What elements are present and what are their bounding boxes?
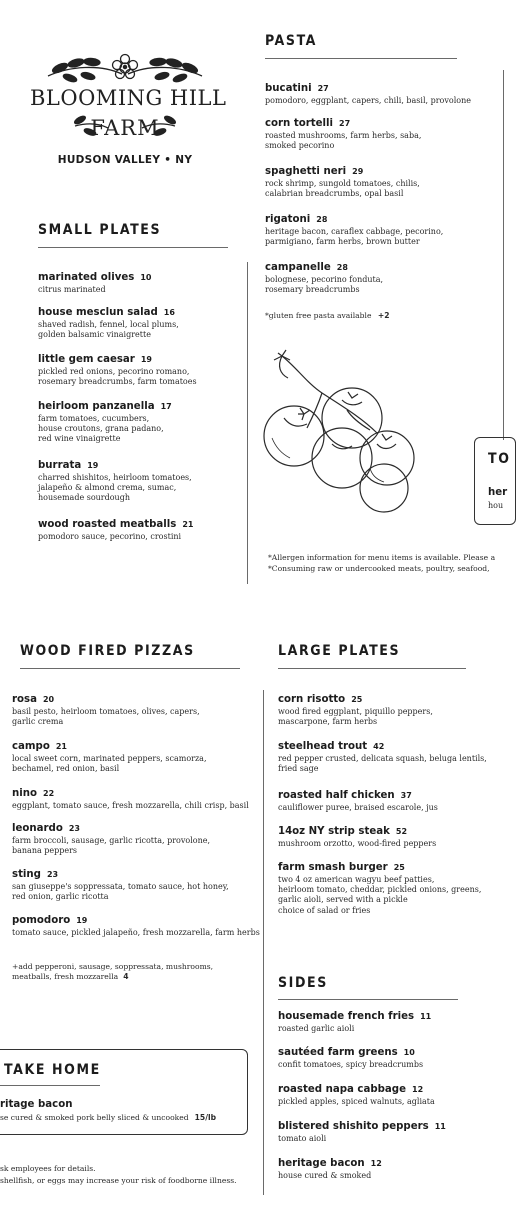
bottom-note-1: sk employees for details. bbox=[0, 1164, 96, 1173]
item-price: 20 bbox=[42, 695, 55, 704]
item-name: corn tortelli bbox=[265, 118, 334, 129]
item-name: leonardo bbox=[12, 823, 63, 834]
item-description: san giuseppe's soppressata, tomato sauce, hot honey, red onion, garlic ricotta bbox=[12, 882, 229, 902]
item-name: pomodoro bbox=[12, 915, 71, 926]
small-plate-item bbox=[38, 272, 152, 295]
take-home-item-price: 15/lb bbox=[194, 1113, 217, 1122]
item-price: 23 bbox=[68, 824, 80, 833]
item-name: heritage bacon bbox=[278, 1158, 365, 1169]
pizza-item bbox=[12, 915, 260, 938]
item-description: heritage bacon, caraflex cabbage, pecorino, parmigiano, farm herbs, brown butter bbox=[265, 227, 444, 247]
small-plate-item bbox=[38, 401, 172, 445]
item-price: 10 bbox=[403, 1048, 415, 1057]
take-home-rule bbox=[0, 1085, 100, 1086]
item-price: 12 bbox=[412, 1085, 424, 1094]
gluten-free-note bbox=[265, 311, 390, 321]
item-price: 37 bbox=[400, 791, 412, 800]
logo-line2: FARM bbox=[90, 116, 160, 140]
item-name: 14oz NY strip steak bbox=[278, 826, 390, 837]
item-price: 19 bbox=[76, 916, 88, 925]
item-price: 19 bbox=[140, 355, 152, 364]
pasta-item bbox=[265, 118, 421, 151]
item-description: confit tomatoes, spicy breadcrumbs bbox=[278, 1060, 424, 1069]
logo-line1: BLOOMING HILL bbox=[30, 86, 227, 110]
large-plates-heading: LARGE PLATES bbox=[278, 643, 401, 659]
item-name: roasted half chicken bbox=[278, 790, 395, 801]
item-name: sting bbox=[12, 869, 41, 880]
allergen-note-1: *Allergen information for menu items is available. Please a bbox=[268, 553, 496, 562]
item-price: 25 bbox=[393, 863, 405, 872]
logo bbox=[30, 48, 227, 172]
item-price: 25 bbox=[351, 695, 363, 704]
item-price: 27 bbox=[317, 84, 329, 93]
pizza-item bbox=[12, 823, 210, 856]
item-price: 42 bbox=[373, 742, 385, 751]
large-plate-item bbox=[278, 694, 433, 727]
item-price: 19 bbox=[87, 461, 99, 470]
gluten-free-text: *gluten free pasta available bbox=[265, 311, 372, 320]
take-home-item-desc: se cured & smoked pork belly sliced & uncooked bbox=[0, 1113, 189, 1122]
item-name: bucatini bbox=[265, 83, 312, 94]
item-description: mushroom orzotto, wood-fired peppers bbox=[278, 839, 437, 848]
small-plate-item bbox=[38, 519, 193, 542]
item-description: bolognese, pecorino fonduta, rosemary breadcrumbs bbox=[265, 275, 384, 295]
gluten-free-price: +2 bbox=[377, 311, 390, 320]
sides-heading: SIDES bbox=[278, 975, 328, 991]
item-price: 21 bbox=[182, 520, 194, 529]
item-description: red pepper crusted, delicata squash, beluga lentils, fried sage bbox=[278, 754, 487, 774]
pizzas-rule bbox=[20, 668, 240, 669]
logo-location: HUDSON VALLEY • NY bbox=[57, 154, 193, 166]
item-description: pomodoro, eggplant, capers, chili, basil, provolone bbox=[265, 96, 471, 105]
item-price: 22 bbox=[43, 789, 55, 798]
item-price: 23 bbox=[46, 870, 59, 879]
side-item bbox=[278, 1011, 431, 1034]
item-price: 29 bbox=[352, 167, 364, 176]
small-plate-item bbox=[38, 307, 179, 340]
item-price: 52 bbox=[395, 827, 408, 836]
item-name: blistered shishito peppers bbox=[278, 1121, 429, 1132]
item-description: two 4 oz american wagyu beef patties, heirloom tomato, cheddar, pickled onions, greens, garlic aioli, served with a pickle choice of salad or fries bbox=[278, 875, 482, 915]
partial-togo-heading: TO bbox=[488, 451, 511, 467]
item-price: 16 bbox=[163, 308, 175, 317]
item-name: rigatoni bbox=[265, 214, 311, 225]
item-name: nino bbox=[12, 788, 37, 799]
bottom-note-2: shellfish, or eggs may increase your risk of foodborne illness. bbox=[0, 1176, 237, 1185]
item-name: farm smash burger bbox=[278, 862, 388, 873]
item-price: 28 bbox=[336, 263, 348, 272]
pizza-addon bbox=[12, 952, 213, 982]
item-description: wood fired eggplant, piquillo peppers, mascarpone, farm herbs bbox=[278, 707, 433, 727]
item-description: cauliflower puree, braised escarole, jus bbox=[278, 803, 438, 812]
item-name: corn risotto bbox=[278, 694, 346, 705]
item-price: 27 bbox=[339, 119, 351, 128]
pizza-addon-price: 4 bbox=[123, 972, 129, 981]
item-name: wood roasted meatballs bbox=[38, 519, 177, 530]
side-item bbox=[278, 1121, 446, 1144]
pasta-item bbox=[265, 262, 383, 295]
pasta-heading: PASTA bbox=[265, 33, 318, 49]
item-name: housemade french fries bbox=[278, 1011, 415, 1022]
small-plate-item bbox=[38, 460, 192, 504]
pasta-item bbox=[265, 166, 420, 199]
item-price: 10 bbox=[140, 273, 152, 282]
pizza-addon-text: +add pepperoni, sausage, soppressata, mushrooms, meatballs, fresh mozzarella bbox=[12, 962, 214, 981]
item-name: roasted napa cabbage bbox=[278, 1084, 406, 1095]
item-description: local sweet corn, marinated peppers, scamorza, bechamel, red onion, basil bbox=[12, 754, 207, 774]
pizza-item bbox=[12, 788, 249, 811]
pizzas-heading: WOOD FIRED PIZZAS bbox=[20, 643, 195, 659]
pasta-item bbox=[265, 83, 471, 106]
item-description: eggplant, tomato sauce, fresh mozzarella, chili crisp, basil bbox=[12, 801, 249, 810]
side-item bbox=[278, 1158, 382, 1181]
large-plate-item bbox=[278, 790, 438, 813]
item-description: house cured & smoked bbox=[278, 1171, 372, 1180]
small-plates-rule bbox=[38, 247, 228, 248]
item-description: tomato sauce, pickled jalapeño, fresh mozzarella, farm herbs bbox=[12, 928, 260, 937]
item-description: shaved radish, fennel, local plums, golden balsamic vinaigrette bbox=[38, 320, 179, 340]
pizza-item bbox=[12, 869, 229, 902]
item-price: 21 bbox=[55, 742, 67, 751]
item-name: burrata bbox=[38, 460, 82, 471]
item-name: campanelle bbox=[265, 262, 331, 273]
item-price: 28 bbox=[316, 215, 328, 224]
take-home-item-name: ritage bacon bbox=[0, 1099, 73, 1110]
small-plate-item bbox=[38, 354, 197, 387]
partial-togo-item-desc: hou bbox=[488, 501, 504, 510]
pasta-item bbox=[265, 214, 443, 247]
item-price: 11 bbox=[420, 1012, 432, 1021]
large-plates-rule bbox=[278, 668, 466, 669]
pizza-item bbox=[12, 694, 200, 727]
item-name: house mesclun salad bbox=[38, 307, 158, 318]
side-item bbox=[278, 1047, 423, 1070]
take-home-item bbox=[0, 1113, 216, 1123]
item-name: steelhead trout bbox=[278, 741, 368, 752]
item-price: 12 bbox=[370, 1159, 382, 1168]
item-description: farm tomatoes, cucumbers, house croutons, grana padano, red wine vinaigrette bbox=[38, 414, 164, 444]
column-divider bbox=[247, 262, 248, 584]
item-name: campo bbox=[12, 741, 50, 752]
item-name: heirloom panzanella bbox=[38, 401, 155, 412]
item-name: spaghetti neri bbox=[265, 166, 347, 177]
tomato-vine-illustration bbox=[252, 348, 432, 508]
item-name: little gem caesar bbox=[38, 354, 135, 365]
column-divider bbox=[263, 690, 264, 1195]
right-column-divider bbox=[503, 70, 504, 440]
item-description: basil pesto, heirloom tomatoes, olives, capers, garlic crema bbox=[12, 707, 200, 727]
large-plate-item bbox=[278, 741, 487, 774]
item-description: pickled apples, spiced walnuts, agliata bbox=[278, 1097, 435, 1106]
large-plate-item bbox=[278, 862, 481, 916]
partial-togo-item-name: her bbox=[488, 487, 508, 498]
pizza-item bbox=[12, 741, 207, 774]
item-description: pickled red onions, pecorino romano, rosemary breadcrumbs, farm tomatoes bbox=[38, 367, 197, 387]
large-plate-item bbox=[278, 826, 436, 849]
item-price: 11 bbox=[434, 1122, 446, 1131]
item-description: charred shishitos, heirloom tomatoes, jalapeño & almond crema, sumac, housemade sourdough bbox=[38, 473, 192, 503]
item-price: 17 bbox=[160, 402, 172, 411]
take-home-heading: TAKE HOME bbox=[4, 1062, 101, 1078]
sides-rule bbox=[278, 999, 458, 1000]
item-description: citrus marinated bbox=[38, 285, 106, 294]
item-description: farm broccoli, sausage, garlic ricotta, provolone, banana peppers bbox=[12, 836, 210, 856]
item-description: rock shrimp, sungold tomatoes, chilis, calabrian breadcrumbs, opal basil bbox=[265, 179, 420, 199]
item-name: rosa bbox=[12, 694, 37, 705]
allergen-note-2: *Consuming raw or undercooked meats, poultry, seafood, bbox=[268, 564, 490, 573]
small-plates-heading: SMALL PLATES bbox=[38, 222, 162, 238]
item-name: marinated olives bbox=[38, 272, 135, 283]
side-item bbox=[278, 1084, 435, 1107]
item-description: pomodoro sauce, pecorino, crostini bbox=[38, 532, 182, 541]
item-description: tomato aioli bbox=[278, 1134, 327, 1143]
pasta-rule bbox=[265, 58, 457, 59]
item-description: roasted mushrooms, farm herbs, saba, smoked pecorino bbox=[265, 131, 422, 151]
item-name: sautéed farm greens bbox=[278, 1047, 398, 1058]
item-description: roasted garlic aioli bbox=[278, 1024, 355, 1033]
